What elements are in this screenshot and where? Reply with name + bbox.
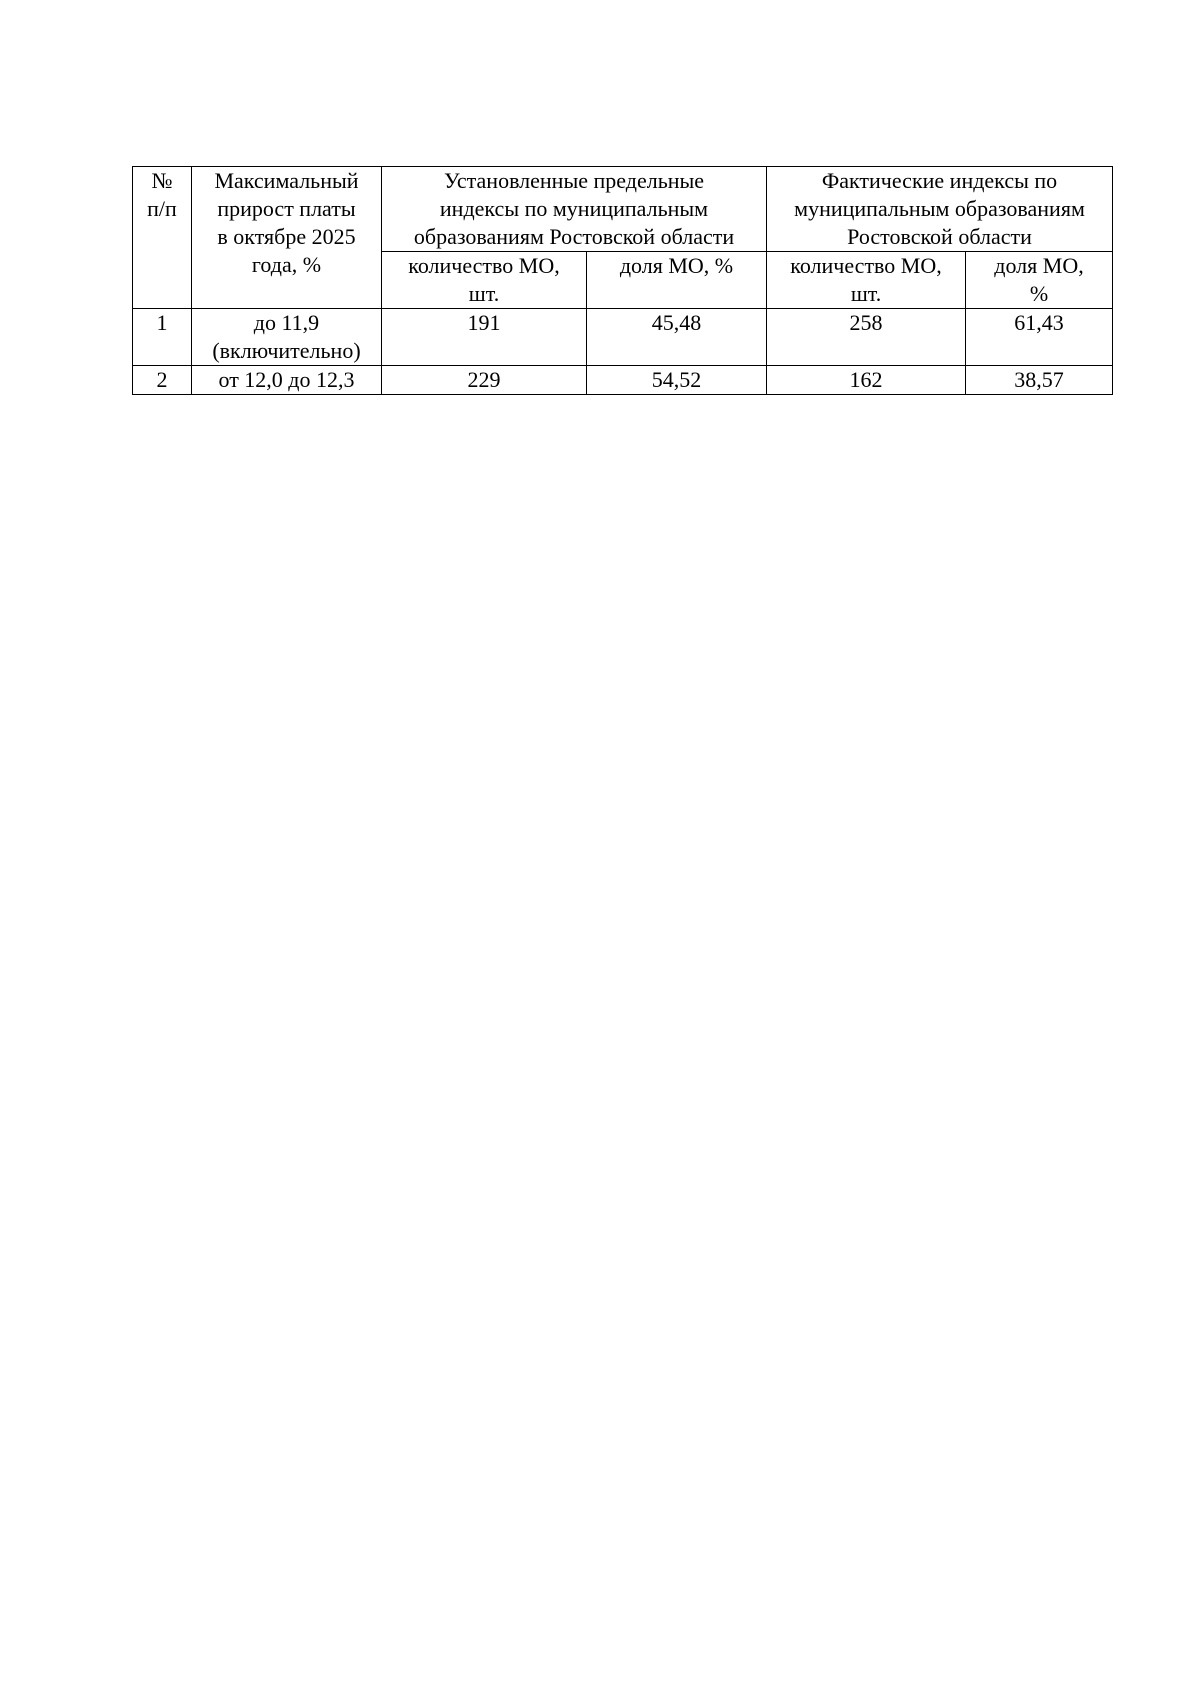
cell-established-share: 54,52: [587, 366, 767, 395]
cell-established-share: 45,48: [587, 309, 767, 366]
header-established-share: доля МО, %: [587, 252, 767, 309]
table-row: [133, 366, 1113, 395]
cell-range: от 12,0 до 12,3: [192, 366, 382, 395]
table-row: [133, 309, 1113, 366]
table-header-row: [133, 167, 1113, 252]
header-max-growth: Максимальный прирост платы в октябре 2025 года, %: [192, 167, 382, 309]
header-established-count: количество МО, шт.: [382, 252, 587, 309]
cell-actual-count: 258: [767, 309, 966, 366]
cell-range: до 11,9 (включительно): [192, 309, 382, 366]
cell-established-count: 191: [382, 309, 587, 366]
header-established-indices: Установленные предельные индексы по муниципальным образованиям Ростовской области: [382, 167, 767, 252]
indices-table: [132, 166, 1113, 395]
header-num: № п/п: [133, 167, 192, 309]
cell-num: 2: [133, 366, 192, 395]
cell-actual-count: 162: [767, 366, 966, 395]
header-actual-indices: Фактические индексы по муниципальным образованиям Ростовской области: [767, 167, 1113, 252]
cell-num: 1: [133, 309, 192, 366]
cell-actual-share: 61,43: [966, 309, 1113, 366]
cell-established-count: 229: [382, 366, 587, 395]
cell-actual-share: 38,57: [966, 366, 1113, 395]
header-actual-share: доля МО, %: [966, 252, 1113, 309]
header-actual-count: количество МО, шт.: [767, 252, 966, 309]
